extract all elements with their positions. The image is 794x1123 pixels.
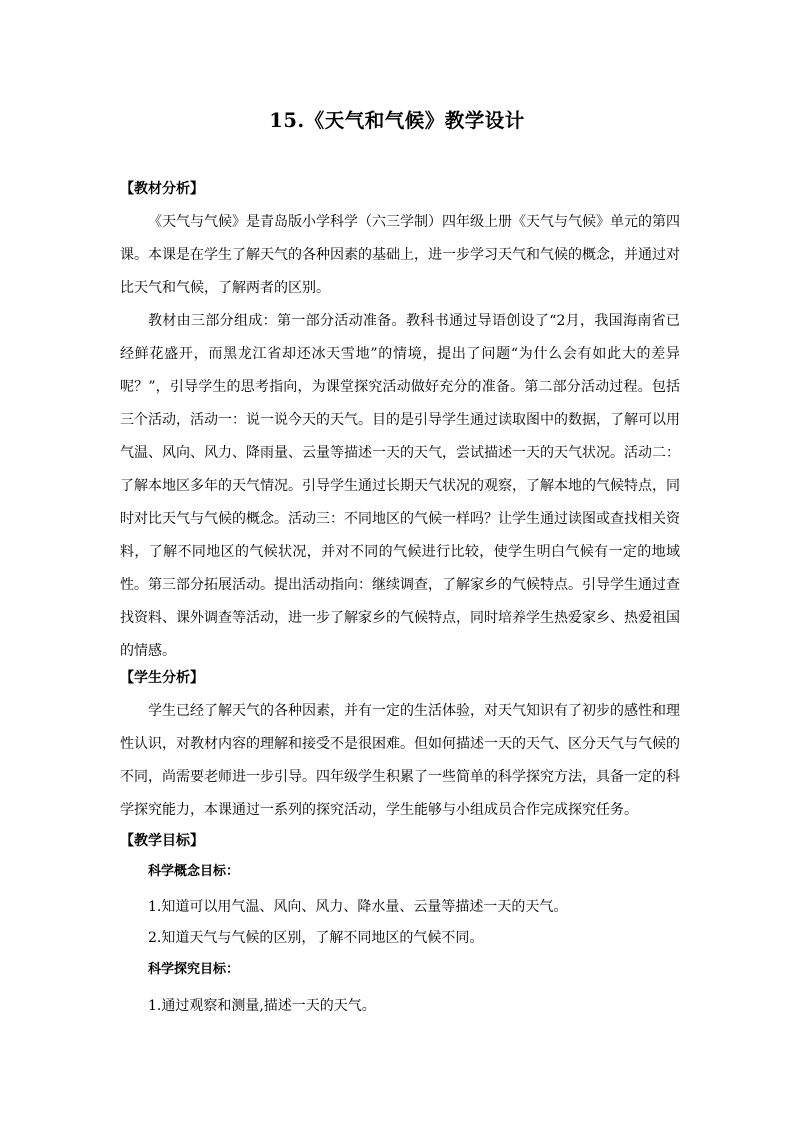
inquiry-goals-label: 科学探究目标： [148,962,240,977]
section-textbook-analysis [120,178,680,200]
concept-goal-item: 2.知道天气与气候的区别，了解不同地区的气候不同。 [148,930,484,946]
inquiry-goal-1-block [120,995,680,1017]
section-teaching-goals [120,830,680,852]
section-heading: 【教材分析】 [120,181,204,197]
section-student-analysis [120,667,680,689]
section-heading: 【教学目标】 [120,833,204,849]
concept-goals-label-block [120,861,680,883]
textbook-analysis-paragraph-1: 《天气与气候》是青岛版小学科学（六三学制）四年级上册《天气与气候》单元的第四课。本课是在学生了解天气的各种因素的基础上，进一步学习天气和气候的概念，并通过对比天气和气候，了解两者的区别。 [120,214,680,296]
concept-goal-2-block [120,927,680,949]
textbook-analysis-paragraph-1-block [120,206,680,305]
concept-goals-label: 科学概念目标： [148,864,240,879]
textbook-analysis-paragraph-2: 教材由三部分组成：第一部分活动准备。教科书通过导语创设了“2月，我国海南省已经鲜花盛开，而黑龙江省却还冰天雪地”的情境，提出了问题“为什么会有如此大的差异呢？”，引导学生的思考指向，为课堂探究活动做好充分的准备。第二部分活动过程。包括三个活动，活动一：说一说今天的天气。目的是引导学生通过读取图中的数据，了解可以用气温、风向、风力、降雨量、云量等描述一天的天气，尝试描述一天的天气状况。活动二：了解本地区多年的天气情况。引导学生通过长期天气状况的观察，了解本地的气候特点，同时对比天气与气候的概念。活动三：不同地区的气候一样吗？让学生通过读图或查找相关资料，了解不同地区的气候状况，并对不同的气候进行比较，使学生明白气候有一定的地域性。第三部分拓展活动。提出活动指向：继续调查，了解家乡的气候特点。引导学生通过查找资料、课外调查等活动，进一步了解家乡的气候特点，同时培养学生热爱家乡、热爱祖国的情感。 [120,313,680,659]
concept-goal-1-block [120,896,680,918]
student-analysis-paragraph-block [120,695,680,827]
document-title: 15.《天气和气候》教学设计 [269,109,525,132]
inquiry-goals-label-block [120,959,680,981]
textbook-analysis-paragraph-2-block [120,305,680,668]
student-analysis-paragraph: 学生已经了解天气的各种因素，并有一定的生活体验，对天气知识有了初步的感性和理性认识，对教材内容的理解和接受不是很困难。但如何描述一天的天气、区分天气与气候的不同，尚需要老师进一步引导。四年级学生积累了一些简单的科学探究方法，具备一定的科学探究能力，本课通过一系列的探究活动，学生能够与小组成员合作完成探究任务。 [120,703,680,818]
concept-goal-item: 1.知道可以用气温、风向、风力、降水量、云量等描述一天的天气。 [148,899,568,915]
section-heading: 【学生分析】 [120,670,204,686]
inquiry-goal-item: 1.通过观察和测量,描述一天的天气。 [148,998,376,1014]
